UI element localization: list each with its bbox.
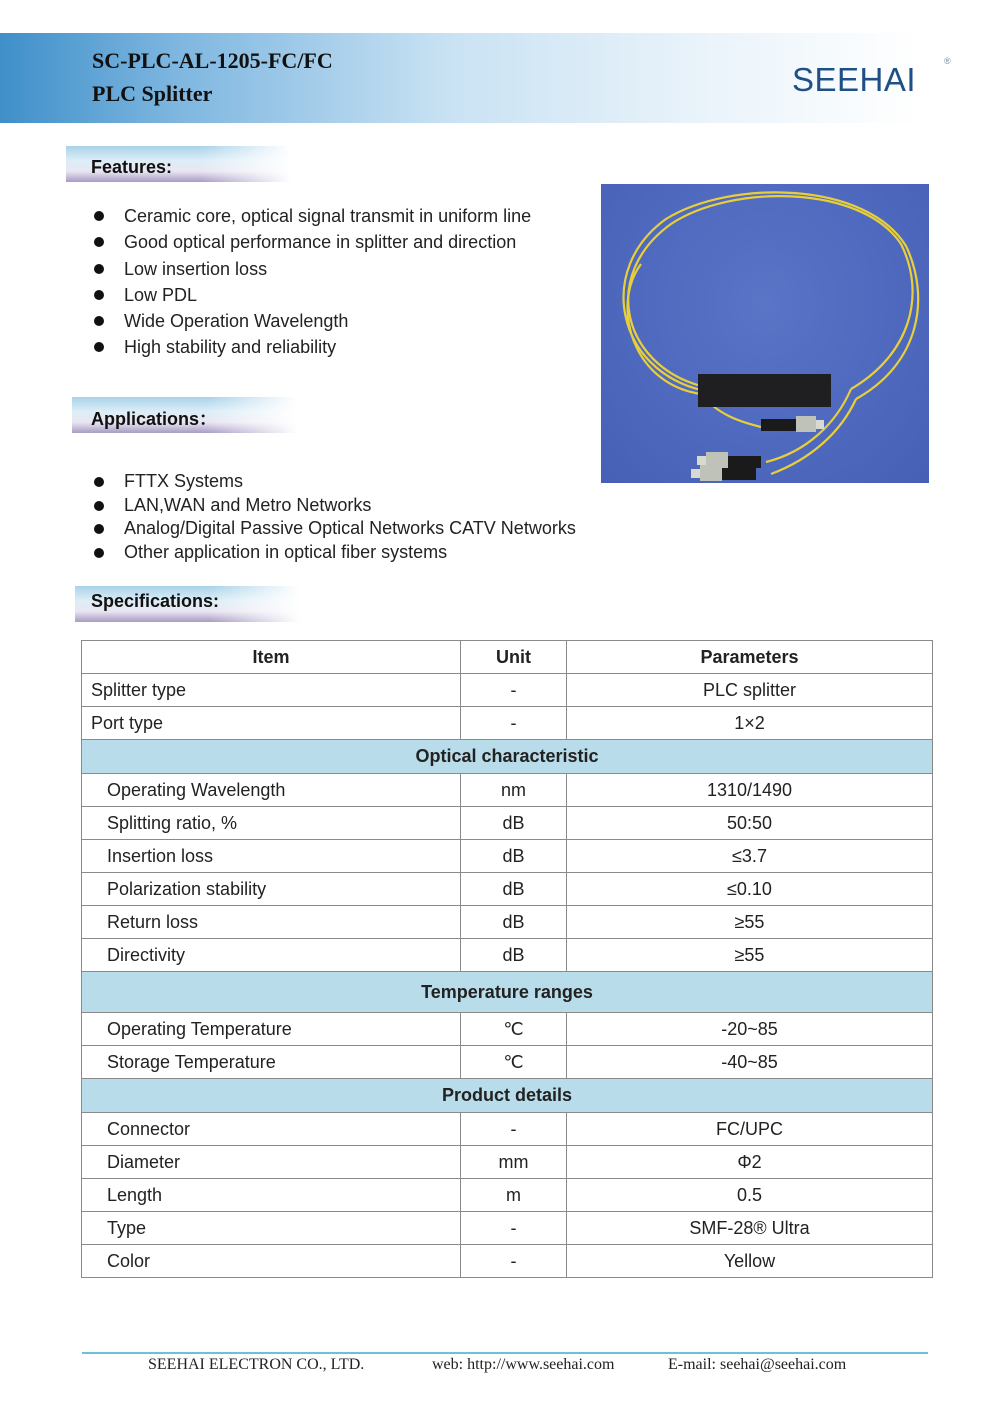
- row-item: Storage Temperature: [82, 1046, 461, 1079]
- row-unit: -: [461, 1245, 567, 1278]
- row-unit: m: [461, 1179, 567, 1212]
- row-item: Diameter: [82, 1146, 461, 1179]
- row-value: ≤0.10: [567, 873, 933, 906]
- table-row: [82, 840, 933, 873]
- row-value: Φ2: [567, 1146, 933, 1179]
- application-item: Analog/Digital Passive Optical Networks CATV Networks: [92, 517, 576, 541]
- row-item: Port type: [82, 707, 461, 740]
- row-unit: mm: [461, 1146, 567, 1179]
- seehai-logo: SEEHAI: [792, 61, 917, 98]
- row-value: -20~85: [567, 1013, 933, 1046]
- row-unit: -: [461, 1113, 567, 1146]
- specifications-table: [81, 640, 933, 1278]
- row-unit: -: [461, 1212, 567, 1245]
- table-row: [82, 707, 933, 740]
- group-title: Temperature ranges: [82, 972, 933, 1013]
- application-item: FTTX Systems: [92, 470, 576, 494]
- row-value: ≤3.7: [567, 840, 933, 873]
- product-photo: [601, 184, 929, 483]
- row-item: Return loss: [82, 906, 461, 939]
- row-unit: nm: [461, 774, 567, 807]
- table-row: [82, 1046, 933, 1079]
- row-item: Type: [82, 1212, 461, 1245]
- row-unit: -: [461, 707, 567, 740]
- table-row: [82, 1013, 933, 1046]
- table-row: [82, 807, 933, 840]
- footer-web-link[interactable]: web: http://www.seehai.com: [432, 1356, 615, 1373]
- table-row: [82, 906, 933, 939]
- table-row: [82, 1179, 933, 1212]
- row-value: SMF-28® Ultra: [567, 1212, 933, 1245]
- table-row: [82, 1146, 933, 1179]
- column-header-item: Item: [82, 641, 461, 674]
- footer-divider: [82, 1352, 928, 1354]
- table-row: [82, 774, 933, 807]
- group-header-temperature: [82, 972, 933, 1013]
- applications-heading: Applications：: [91, 409, 218, 429]
- feature-item: Wide Operation Wavelength: [92, 308, 531, 334]
- feature-item: Low insertion loss: [92, 256, 531, 282]
- row-item: Insertion loss: [82, 840, 461, 873]
- feature-item: Ceramic core, optical signal transmit in uniform line: [92, 203, 531, 229]
- row-unit: dB: [461, 906, 567, 939]
- row-unit: ℃: [461, 1046, 567, 1079]
- row-value: PLC splitter: [567, 674, 933, 707]
- row-item: Operating Temperature: [82, 1013, 461, 1046]
- product-code-title: SC-PLC-AL-1205-FC/FC: [92, 48, 333, 73]
- row-value: 1×2: [567, 707, 933, 740]
- specifications-heading: Specifications:: [91, 591, 220, 611]
- row-value: 1310/1490: [567, 774, 933, 807]
- table-row: [82, 674, 933, 707]
- row-value: ≥55: [567, 906, 933, 939]
- table-row: [82, 873, 933, 906]
- group-title: Product details: [82, 1079, 933, 1113]
- row-unit: dB: [461, 939, 567, 972]
- plc-splitter-image-icon: [601, 184, 929, 483]
- row-item: Operating Wavelength: [82, 774, 461, 807]
- row-unit: dB: [461, 873, 567, 906]
- row-value: Yellow: [567, 1245, 933, 1278]
- features-heading: Features:: [91, 157, 173, 177]
- feature-item: High stability and reliability: [92, 334, 531, 360]
- table-row: [82, 1113, 933, 1146]
- table-row: [82, 1245, 933, 1278]
- application-item: LAN,WAN and Metro Networks: [92, 494, 576, 518]
- group-header-product-details: [82, 1079, 933, 1113]
- table-row: [82, 1212, 933, 1245]
- row-unit: ℃: [461, 1013, 567, 1046]
- row-value: 50:50: [567, 807, 933, 840]
- row-value: ≥55: [567, 939, 933, 972]
- row-value: -40~85: [567, 1046, 933, 1079]
- group-title: Optical characteristic: [82, 740, 933, 774]
- row-unit: dB: [461, 840, 567, 873]
- row-unit: dB: [461, 807, 567, 840]
- product-name-subtitle: PLC Splitter: [92, 81, 213, 106]
- row-item: Color: [82, 1245, 461, 1278]
- footer-company: SEEHAI ELECTRON CO., LTD.: [148, 1356, 365, 1373]
- row-item: Polarization stability: [82, 873, 461, 906]
- footer-email-link[interactable]: E-mail: seehai@seehai.com: [668, 1356, 847, 1373]
- row-item: Splitting ratio, %: [82, 807, 461, 840]
- row-value: 0.5: [567, 1179, 933, 1212]
- registered-mark-icon: ®: [944, 56, 951, 66]
- column-header-unit: Unit: [461, 641, 567, 674]
- table-header-row: [82, 641, 933, 674]
- applications-list: [92, 470, 576, 564]
- feature-item: Low PDL: [92, 282, 531, 308]
- row-item: Length: [82, 1179, 461, 1212]
- table-row: [82, 939, 933, 972]
- row-item: Directivity: [82, 939, 461, 972]
- feature-item: Good optical performance in splitter and direction: [92, 229, 531, 255]
- group-header-optical: [82, 740, 933, 774]
- row-item: Connector: [82, 1113, 461, 1146]
- row-unit: -: [461, 674, 567, 707]
- application-item: Other application in optical fiber systems: [92, 541, 576, 565]
- column-header-parameters: Parameters: [567, 641, 933, 674]
- row-item: Splitter type: [82, 674, 461, 707]
- features-list: [92, 203, 531, 361]
- row-value: FC/UPC: [567, 1113, 933, 1146]
